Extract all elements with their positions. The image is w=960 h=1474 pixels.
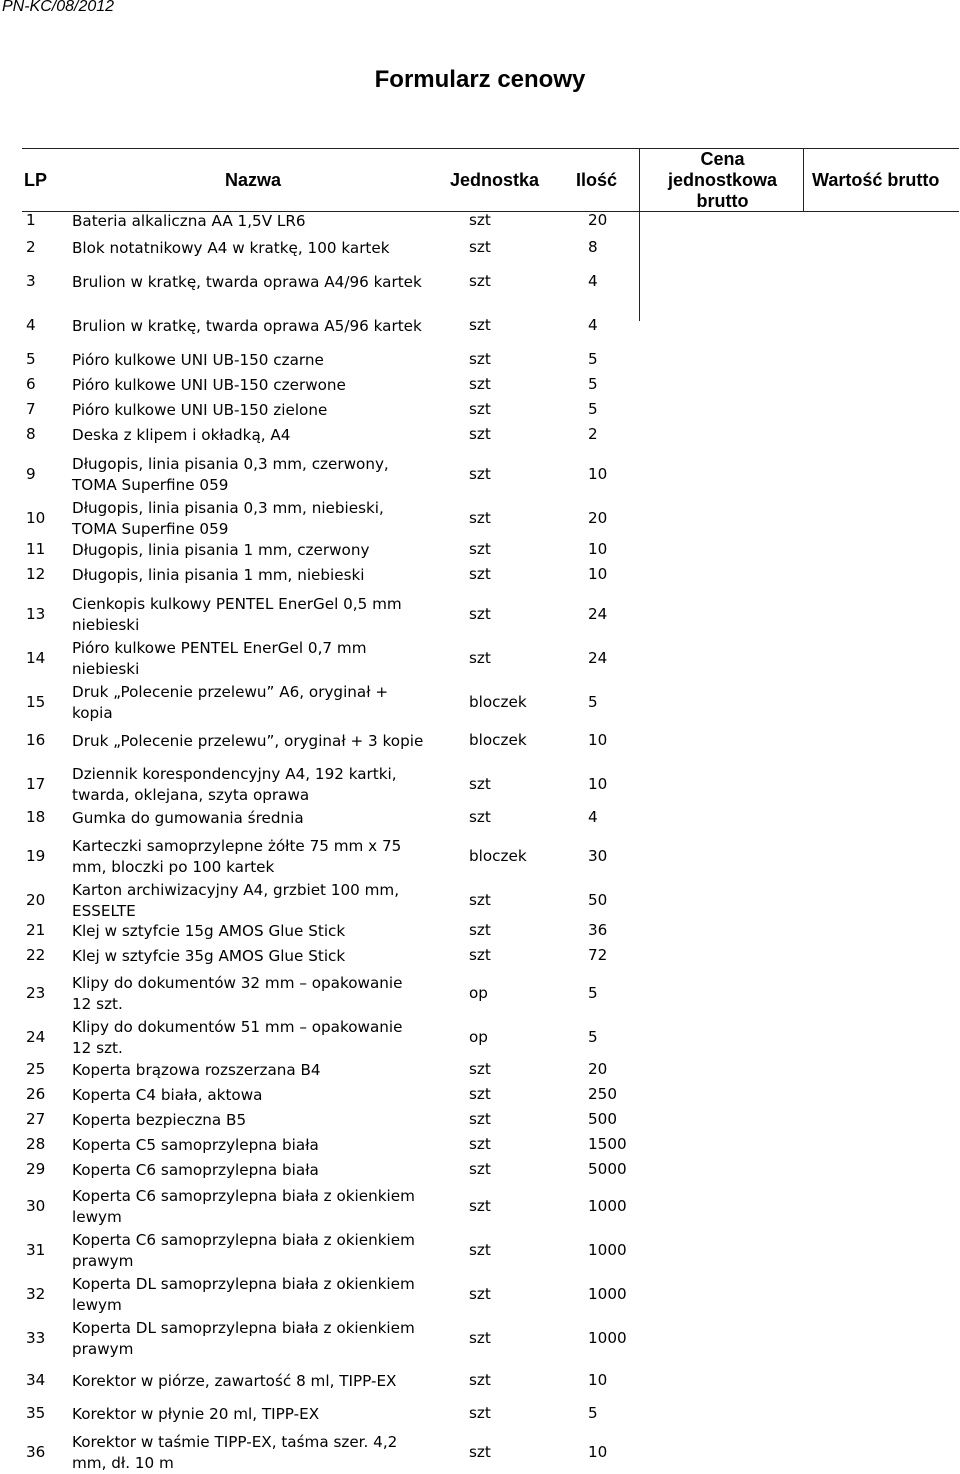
col-header-unit-price: Cena jednostkowa brutto <box>667 149 778 211</box>
item-name: Korektor w piórze, zawartość 8 ml, TIPP-EX <box>72 1372 397 1390</box>
item-name: Deska z klipem i okładką, A4 <box>72 426 291 444</box>
item-name-line: Długopis, linia pisania 0,3 mm, niebieski, <box>72 499 384 517</box>
item-lp: 27 <box>26 1110 46 1128</box>
item-qty: 24 <box>588 649 608 667</box>
item-name-line: TOMA Superfine 059 <box>72 520 229 538</box>
item-lp: 7 <box>26 400 36 418</box>
item-unit: szt <box>469 649 491 667</box>
table-row <box>22 880 662 922</box>
table-row <box>22 1017 662 1059</box>
item-unit: szt <box>469 1285 491 1303</box>
item-unit: szt <box>469 509 491 527</box>
item-name-line: Koperta C6 samoprzylepna biała z okienkiem <box>72 1187 415 1205</box>
item-name-line: Koperta C6 samoprzylepna biała z okienkiem <box>72 1231 415 1249</box>
item-name-line: lewym <box>72 1208 122 1226</box>
item-name <box>72 973 457 1015</box>
table-row <box>22 638 662 680</box>
item-unit: szt <box>469 1443 491 1461</box>
item-lp: 24 <box>26 1028 46 1046</box>
item-qty: 20 <box>588 1060 608 1078</box>
item-qty: 5 <box>588 1404 598 1422</box>
item-lp: 22 <box>26 946 46 964</box>
item-unit: op <box>469 984 488 1002</box>
item-unit: szt <box>469 1197 491 1215</box>
item-name <box>72 454 457 496</box>
item-qty: 4 <box>588 272 598 290</box>
table-row <box>22 1060 662 1081</box>
item-unit: op <box>469 1028 488 1046</box>
item-name: Pióro kulkowe UNI UB-150 czarne <box>72 351 324 369</box>
item-lp: 34 <box>26 1371 46 1389</box>
item-name-line: Klipy do dokumentów 32 mm – opakowanie <box>72 974 403 992</box>
item-unit: szt <box>469 1085 491 1103</box>
table-row <box>22 682 662 724</box>
item-unit: szt <box>469 1135 491 1153</box>
item-qty: 1000 <box>588 1285 627 1303</box>
item-qty: 5 <box>588 693 598 711</box>
item-qty: 10 <box>588 565 608 583</box>
item-name: Koperta C6 samoprzylepna biała <box>72 1161 319 1179</box>
item-unit: szt <box>469 891 491 909</box>
item-name <box>72 1017 457 1059</box>
item-qty: 1000 <box>588 1241 627 1259</box>
item-name: Koperta C5 samoprzylepna biała <box>72 1136 319 1154</box>
item-lp: 5 <box>26 350 36 368</box>
item-name-line: Karteczki samoprzylepne żółte 75 mm x 75 <box>72 837 402 855</box>
item-name: Blok notatnikowy A4 w kratkę, 100 kartek <box>72 239 390 257</box>
item-name-line: 12 szt. <box>72 1039 123 1057</box>
table-row <box>22 1432 662 1474</box>
item-qty: 20 <box>588 509 608 527</box>
item-unit: szt <box>469 540 491 558</box>
table-row <box>22 1135 662 1156</box>
item-unit: szt <box>469 946 491 964</box>
item-qty: 1000 <box>588 1197 627 1215</box>
item-name <box>72 638 457 680</box>
col-header-total: Wartość brutto <box>812 170 940 190</box>
item-name-line: niebieski <box>72 660 140 678</box>
item-unit: bloczek <box>469 847 527 865</box>
item-lp: 18 <box>26 808 46 826</box>
table-row <box>22 498 662 540</box>
item-name: Długopis, linia pisania 1 mm, czerwony <box>72 541 370 559</box>
col-header-lp: LP <box>24 170 48 190</box>
item-unit: szt <box>469 400 491 418</box>
item-qty: 10 <box>588 775 608 793</box>
item-name: Klej w sztyfcie 35g AMOS Glue Stick <box>72 947 346 965</box>
item-qty: 4 <box>588 316 598 334</box>
table-row <box>22 425 662 446</box>
table-row <box>22 400 662 421</box>
item-qty: 36 <box>588 921 608 939</box>
table-row <box>22 1318 662 1360</box>
item-qty: 5 <box>588 350 598 368</box>
item-lp: 11 <box>26 540 46 558</box>
item-name <box>72 880 457 922</box>
item-unit: szt <box>469 350 491 368</box>
item-lp: 16 <box>26 731 46 749</box>
item-name-line: ESSELTE <box>72 902 136 920</box>
item-lp: 17 <box>26 775 46 793</box>
item-unit: szt <box>469 1160 491 1178</box>
item-lp: 26 <box>26 1085 46 1103</box>
item-lp: 31 <box>26 1241 46 1259</box>
item-lp: 12 <box>26 565 46 583</box>
item-name-line: Korektor w taśmie TIPP-EX, taśma szer. 4,2 <box>72 1433 398 1451</box>
item-name <box>72 594 457 636</box>
table-row <box>22 921 662 942</box>
item-qty: 10 <box>588 465 608 483</box>
item-name <box>72 498 457 540</box>
col-header-unit: Jednostka <box>450 170 540 190</box>
item-name-line: kopia <box>72 704 113 722</box>
item-name-line: Koperta DL samoprzylepna biała z okienkiem <box>72 1275 415 1293</box>
item-unit: bloczek <box>469 731 527 749</box>
item-name-line: niebieski <box>72 616 140 634</box>
item-name: Korektor w płynie 20 ml, TIPP-EX <box>72 1405 320 1423</box>
item-lp: 25 <box>26 1060 46 1078</box>
item-name <box>72 1432 457 1474</box>
item-lp: 19 <box>26 847 46 865</box>
item-unit: szt <box>469 375 491 393</box>
col-header-qty: Ilość <box>576 170 618 190</box>
item-qty: 10 <box>588 540 608 558</box>
table-row <box>22 764 662 806</box>
item-lp: 28 <box>26 1135 46 1153</box>
item-qty: 5 <box>588 375 598 393</box>
item-name: Druk „Polecenie przelewu”, oryginał + 3 kopie <box>72 732 424 750</box>
item-lp: 4 <box>26 316 36 334</box>
item-lp: 33 <box>26 1329 46 1347</box>
item-name-line: Cienkopis kulkowy PENTEL EnerGel 0,5 mm <box>72 595 402 613</box>
table-row <box>22 731 662 752</box>
document-ref: PN-KC/08/2012 <box>2 0 115 15</box>
item-lp: 20 <box>26 891 46 909</box>
item-unit: szt <box>469 921 491 939</box>
item-name: Klej w sztyfcie 15g AMOS Glue Stick <box>72 922 346 940</box>
item-name-line: prawym <box>72 1340 134 1358</box>
item-unit: szt <box>469 775 491 793</box>
item-name: Koperta C4 biała, aktowa <box>72 1086 263 1104</box>
item-qty: 5 <box>588 984 598 1002</box>
table-row <box>22 946 662 967</box>
item-unit: szt <box>469 211 491 229</box>
table-row <box>22 1371 662 1392</box>
table-row <box>22 808 662 829</box>
item-unit: szt <box>469 1371 491 1389</box>
item-lp: 1 <box>26 211 36 229</box>
item-name <box>72 682 457 724</box>
item-unit: szt <box>469 238 491 256</box>
item-name-line: 12 szt. <box>72 995 123 1013</box>
item-name <box>72 1186 457 1228</box>
item-qty: 20 <box>588 211 608 229</box>
item-qty: 5000 <box>588 1160 627 1178</box>
table-row <box>22 350 662 371</box>
item-qty: 5 <box>588 400 598 418</box>
item-lp: 30 <box>26 1197 46 1215</box>
item-name: Koperta bezpieczna B5 <box>72 1111 247 1129</box>
table-row <box>22 454 662 496</box>
item-lp: 13 <box>26 605 46 623</box>
item-qty: 10 <box>588 731 608 749</box>
item-lp: 21 <box>26 921 46 939</box>
item-unit: szt <box>469 1241 491 1259</box>
table-row <box>22 316 662 337</box>
table-row <box>22 238 662 259</box>
item-qty: 30 <box>588 847 608 865</box>
table-row <box>22 1404 662 1425</box>
item-qty: 250 <box>588 1085 617 1103</box>
item-name-line: Druk „Polecenie przelewu” A6, oryginał + <box>72 683 389 701</box>
item-lp: 35 <box>26 1404 46 1422</box>
item-name <box>72 1318 457 1360</box>
item-name: Pióro kulkowe UNI UB-150 czerwone <box>72 376 346 394</box>
table-row <box>22 272 662 293</box>
item-name-line: Karton archiwizacyjny A4, grzbiet 100 mm, <box>72 881 400 899</box>
table-row <box>22 375 662 396</box>
item-unit: szt <box>469 1110 491 1128</box>
item-unit: szt <box>469 425 491 443</box>
item-name-line: lewym <box>72 1296 122 1314</box>
item-qty: 10 <box>588 1371 608 1389</box>
col-header-name: Nazwa <box>225 170 282 190</box>
item-lp: 9 <box>26 465 36 483</box>
item-qty: 1000 <box>588 1329 627 1347</box>
item-name-line: Koperta DL samoprzylepna biała z okienkiem <box>72 1319 415 1337</box>
item-name-line: mm, bloczki po 100 kartek <box>72 858 275 876</box>
item-unit: szt <box>469 1060 491 1078</box>
item-lp: 8 <box>26 425 36 443</box>
table-row <box>22 1085 662 1106</box>
item-name: Gumka do gumowania średnia <box>72 809 304 827</box>
item-name-line: Pióro kulkowe PENTEL EnerGel 0,7 mm <box>72 639 367 657</box>
item-qty: 5 <box>588 1028 598 1046</box>
item-qty: 50 <box>588 891 608 909</box>
item-name: Koperta brązowa rozszerzana B4 <box>72 1061 321 1079</box>
item-name-line: mm, dł. 10 m <box>72 1454 174 1472</box>
item-lp: 2 <box>26 238 36 256</box>
item-unit: szt <box>469 272 491 290</box>
item-qty: 4 <box>588 808 598 826</box>
table-top-border <box>22 148 959 149</box>
item-name-line: TOMA Superfine 059 <box>72 476 229 494</box>
item-qty: 72 <box>588 946 608 964</box>
item-lp: 29 <box>26 1160 46 1178</box>
item-qty: 500 <box>588 1110 617 1128</box>
item-name-line: prawym <box>72 1252 134 1270</box>
table-row <box>22 540 662 561</box>
item-lp: 6 <box>26 375 36 393</box>
item-lp: 36 <box>26 1443 46 1461</box>
item-unit: szt <box>469 808 491 826</box>
item-unit: szt <box>469 1404 491 1422</box>
item-name <box>72 764 457 806</box>
table-row <box>22 1274 662 1316</box>
table-row <box>22 1230 662 1272</box>
item-unit: szt <box>469 1329 491 1347</box>
item-unit: szt <box>469 316 491 334</box>
item-lp: 14 <box>26 649 46 667</box>
item-name: Pióro kulkowe UNI UB-150 zielone <box>72 401 328 419</box>
item-lp: 23 <box>26 984 46 1002</box>
item-qty: 8 <box>588 238 598 256</box>
item-name <box>72 1230 457 1272</box>
item-name-line: twarda, oklejana, szyta oprawa <box>72 786 310 804</box>
item-name-line: Klipy do dokumentów 51 mm – opakowanie <box>72 1018 403 1036</box>
item-lp: 15 <box>26 693 46 711</box>
item-name: Bateria alkaliczna AA 1,5V LR6 <box>72 212 306 230</box>
item-qty: 1500 <box>588 1135 627 1153</box>
item-qty: 2 <box>588 425 598 443</box>
item-name <box>72 836 457 878</box>
table-row <box>22 211 662 232</box>
item-lp: 10 <box>26 509 46 527</box>
table-row <box>22 565 662 586</box>
item-lp: 3 <box>26 272 36 290</box>
item-name <box>72 1274 457 1316</box>
table-row <box>22 1186 662 1228</box>
item-lp: 32 <box>26 1285 46 1303</box>
item-unit: szt <box>469 565 491 583</box>
table-row <box>22 973 662 1015</box>
table-row <box>22 1160 662 1181</box>
item-name: Brulion w kratkę, twarda oprawa A5/96 kartek <box>72 317 422 335</box>
item-name: Długopis, linia pisania 1 mm, niebieski <box>72 566 365 584</box>
item-name: Brulion w kratkę, twarda oprawa A4/96 kartek <box>72 273 422 291</box>
item-unit: szt <box>469 465 491 483</box>
item-name-line: Dziennik korespondencyjny A4, 192 kartki, <box>72 765 397 783</box>
item-unit: szt <box>469 605 491 623</box>
item-unit: bloczek <box>469 693 527 711</box>
table-row <box>22 594 662 636</box>
page-title: Formularz cenowy <box>374 66 586 93</box>
table-row <box>22 1110 662 1131</box>
item-qty: 24 <box>588 605 608 623</box>
item-qty: 10 <box>588 1443 608 1461</box>
item-name-line: Długopis, linia pisania 0,3 mm, czerwony, <box>72 455 389 473</box>
table-row <box>22 836 662 878</box>
